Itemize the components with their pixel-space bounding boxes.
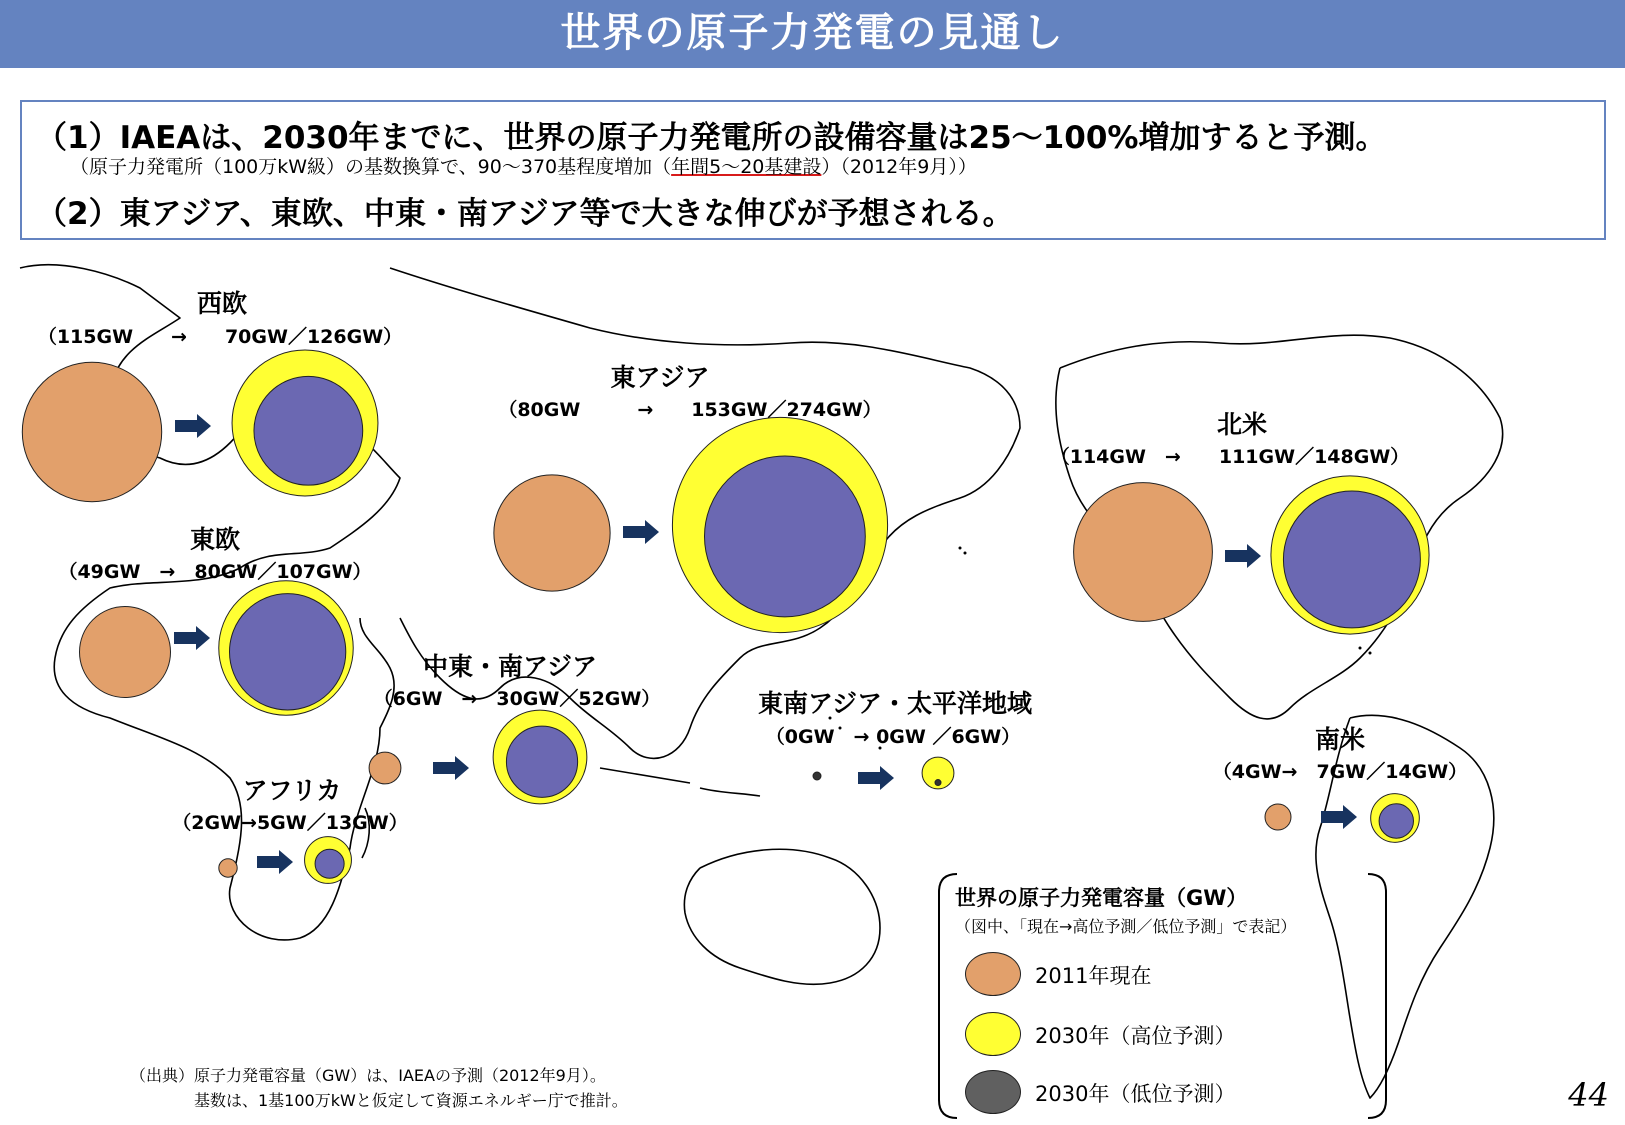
summary-line-1: （1）IAEAは、2030年までに、世界の原子力発電所の設備容量は25～100%増加すると予測。: [36, 120, 1387, 156]
arrow-east-europe: [174, 626, 210, 650]
arrow-southeast-asia-pacific: [858, 766, 894, 790]
legend-item-high: [935, 1010, 1355, 1060]
region-name-north-america: 北米: [1216, 410, 1268, 439]
footnote: [130, 1063, 628, 1113]
legend-item-low: [935, 1068, 1355, 1118]
current-bubble-east-asia: [494, 475, 610, 591]
arrow-africa: [257, 850, 293, 874]
region-values-south-america: （4GW→ 7GW／14GW）: [1212, 761, 1468, 783]
current-bubble-east-europe: [80, 607, 171, 698]
low-forecast-bubble-north-america: [1283, 491, 1420, 628]
current-bubble-middle-east-south-asia: [369, 752, 401, 784]
region-name-africa: アフリカ: [242, 776, 342, 805]
current-bubble-southeast-asia-pacific: [813, 772, 821, 780]
legend-note: （図中、「現在→高位予測／低位予測」で表記）: [955, 917, 1297, 936]
summary-sub-b: ）（2012年9月））: [821, 156, 977, 178]
region-values-west-europe: （115GW → 70GW／126GW）: [37, 326, 403, 348]
arrow-north-america: [1225, 544, 1261, 568]
region-values-middle-east-south-asia: （6GW → 30GW／52GW）: [373, 688, 661, 710]
low-forecast-bubble-africa: [315, 849, 344, 878]
legend-title: 世界の原子力発電容量（GW）: [955, 886, 1248, 910]
legend-item-current: [935, 950, 1355, 1000]
arrow-west-europe: [175, 414, 211, 438]
summary-line-2: （2）東アジア、東欧、中東・南アジア等で大きな伸びが予想される。: [36, 196, 1014, 232]
arrow-middle-east-south-asia: [433, 756, 469, 780]
legend-label-current: 2011年現在: [1035, 964, 1152, 988]
low-forecast-bubble-south-america: [1379, 804, 1413, 838]
low-forecast-bubble-west-europe: [254, 376, 363, 485]
legend-swatch-high: [965, 1012, 1021, 1056]
current-bubble-south-america: [1265, 804, 1291, 830]
region-values-africa: （2GW→5GW／13GW）: [172, 812, 408, 834]
region-values-north-america: （114GW → 111GW／148GW）: [1050, 446, 1410, 468]
region-name-middle-east-south-asia: 中東・南アジア: [422, 652, 598, 681]
low-forecast-bubble-southeast-asia-pacific: [935, 780, 941, 786]
current-bubble-west-europe: [22, 362, 161, 501]
legend-swatch-current: [965, 952, 1021, 996]
low-forecast-bubble-east-asia: [704, 456, 865, 617]
arrow-east-asia: [623, 520, 659, 544]
summary-sub-a: （原子力発電所（100万kW級）の基数換算で、90～370基程度増加（: [70, 156, 672, 178]
page-number: 44: [1568, 1076, 1609, 1114]
legend-label-low: 2030年（低位予測）: [1035, 1082, 1236, 1106]
footnote-line-1: （出典）原子力発電容量（GW）は、IAEAの予測（2012年9月）。: [130, 1066, 606, 1085]
legend: [935, 870, 1390, 1120]
region-name-east-europe: 東欧: [189, 525, 241, 554]
region-values-east-asia: （80GW → 153GW／274GW）: [498, 399, 882, 421]
current-bubble-africa: [219, 859, 237, 877]
low-forecast-bubble-east-europe: [230, 594, 346, 710]
legend-swatch-low: [965, 1070, 1021, 1114]
legend-label-high: 2030年（高位予測）: [1035, 1024, 1236, 1048]
region-values-southeast-asia-pacific: （0GW → 0GW ／6GW）: [765, 726, 1021, 748]
region-name-south-america: 南米: [1314, 725, 1366, 754]
region-name-east-asia: 東アジア: [610, 363, 710, 392]
current-bubble-north-america: [1074, 483, 1213, 622]
summary-sub-highlight: 年間5～20基建設: [671, 156, 822, 178]
region-name-southeast-asia-pacific: 東南アジア・太平洋地域: [757, 689, 1033, 718]
region-name-west-europe: 西欧: [196, 289, 248, 318]
arrow-south-america: [1321, 805, 1357, 829]
page-title: 世界の原子力発電の見通し: [560, 10, 1065, 56]
low-forecast-bubble-middle-east-south-asia: [506, 726, 577, 797]
region-values-east-europe: （49GW → 80GW／107GW）: [58, 561, 372, 583]
footnote-line-2: 基数は、1基100万kWと仮定して資源エネルギー庁で推計。: [130, 1091, 628, 1110]
